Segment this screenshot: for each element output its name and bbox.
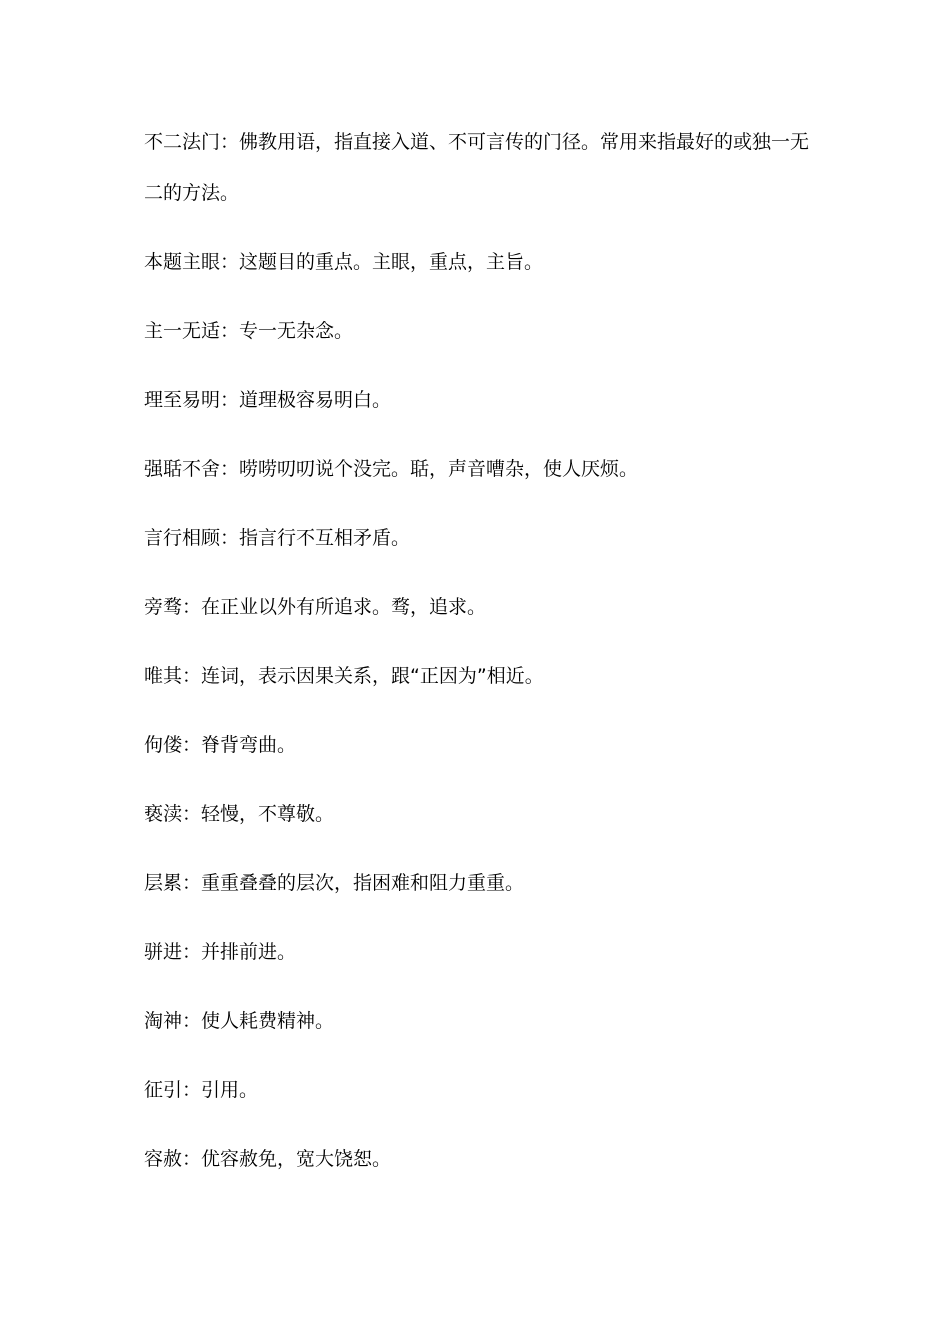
entry-definition: 脊背弯曲。 (201, 734, 297, 756)
list-item (144, 927, 824, 978)
list-item (144, 237, 824, 288)
entry-definition: 优容赦免，宽大饶恕。 (201, 1148, 392, 1170)
list-item (144, 513, 824, 564)
list-item (144, 117, 824, 219)
entry-definition: 连词，表示因果关系，跟“正因为”相近。 (201, 665, 544, 687)
entry-definition: 指言行不互相矛盾。 (239, 527, 411, 549)
entry-term: 旁骛 (144, 596, 183, 618)
entry-separator: ： (182, 665, 202, 687)
entry-definition: 唠唠叨叨说个没完。聒，声音嘈杂，使人厌烦。 (239, 458, 639, 480)
entry-term: 亵渎 (144, 803, 183, 825)
list-item (144, 720, 824, 771)
entry-separator: ： (182, 734, 202, 756)
entry-separator: ： (220, 251, 240, 273)
entry-definition: 轻慢，不尊敬。 (201, 803, 335, 825)
list-item (144, 582, 824, 633)
entry-term: 强聒不舍 (144, 458, 221, 480)
entry-separator: ： (182, 1148, 202, 1170)
entry-term: 层累 (144, 872, 183, 894)
list-item (144, 789, 824, 840)
entry-separator: ： (220, 131, 240, 153)
entry-separator: ： (182, 941, 202, 963)
entry-term: 容赦 (144, 1148, 183, 1170)
vocabulary-list (144, 117, 824, 1203)
entry-term: 理至易明 (144, 389, 221, 411)
list-item (144, 996, 824, 1047)
entry-term: 骈进 (144, 941, 183, 963)
entry-separator: ： (182, 1010, 202, 1032)
entry-definition: 专一无杂念。 (239, 320, 354, 342)
entry-separator: ： (220, 389, 240, 411)
entry-separator: ： (182, 596, 202, 618)
entry-definition: 引用。 (201, 1079, 259, 1101)
entry-term: 不二法门 (144, 131, 221, 153)
entry-separator: ： (220, 458, 240, 480)
list-item (144, 651, 824, 702)
list-item (144, 444, 824, 495)
entry-separator: ： (182, 803, 202, 825)
entry-term: 言行相顾 (144, 527, 221, 549)
entry-separator: ： (220, 527, 240, 549)
entry-term: 淘神 (144, 1010, 183, 1032)
entry-term: 唯其 (144, 665, 183, 687)
list-item (144, 1065, 824, 1116)
list-item (144, 306, 824, 357)
entry-separator: ： (182, 1079, 202, 1101)
list-item (144, 858, 824, 909)
entry-definition: 在正业以外有所追求。骛，追求。 (201, 596, 487, 618)
entry-separator: ： (220, 320, 240, 342)
entry-definition: 使人耗费精神。 (201, 1010, 335, 1032)
entry-definition: 道理极容易明白。 (239, 389, 392, 411)
entry-term: 佝偻 (144, 734, 183, 756)
list-item (144, 1134, 824, 1185)
entry-term: 征引 (144, 1079, 183, 1101)
entry-term: 本题主眼 (144, 251, 221, 273)
entry-term: 主一无适 (144, 320, 221, 342)
entry-definition: 重重叠叠的层次，指困难和阻力重重。 (201, 872, 525, 894)
entry-definition: 这题目的重点。主眼，重点，主旨。 (239, 251, 544, 273)
entry-definition: 并排前进。 (201, 941, 297, 963)
entry-separator: ： (182, 872, 202, 894)
list-item (144, 375, 824, 426)
entry-definition: 佛教用语，指直接入道、不可言传的门径。常用来指最好的或独一无二的方法。 (144, 131, 810, 204)
